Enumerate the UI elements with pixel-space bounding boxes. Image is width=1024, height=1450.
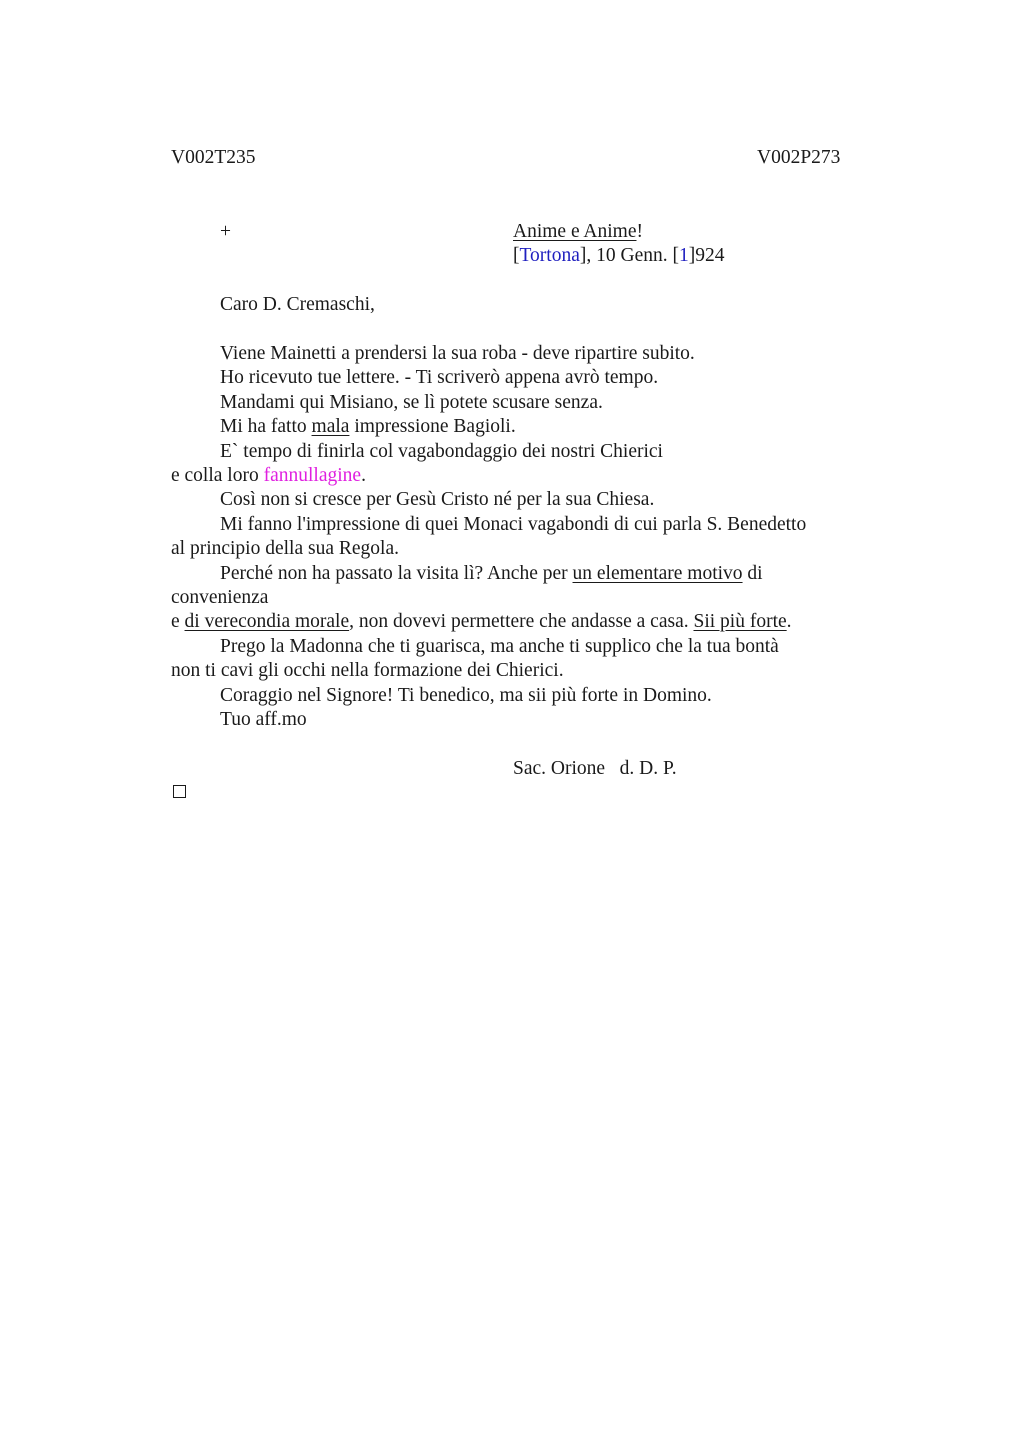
underlined-text: di verecondia morale <box>184 611 350 633</box>
year-rest: ]924 <box>688 245 725 266</box>
underlined-text: un elementare motivo <box>572 562 743 584</box>
body-line: Mi fanno l'impressione di quei Monaci vagabondi di cui parla S. Benedetto <box>220 513 807 535</box>
body-line: Così non si cresce per Gesù Cristo né per la sua Chiesa. <box>220 489 655 511</box>
body-line: Ho ricevuto tue lettere. - Ti scriverò appena avrò tempo. <box>220 367 659 389</box>
body-line: convenienza <box>171 587 269 609</box>
letter-title-text: Anime e Anime <box>513 221 637 242</box>
body-line <box>171 562 861 586</box>
letter-title-punct: ! <box>636 221 643 242</box>
text-span: impressione Bagioli. <box>349 416 516 438</box>
bracket-open: [ <box>513 245 520 266</box>
letter-title <box>513 220 643 244</box>
highlighted-text: fannullagine <box>263 465 362 487</box>
date-text: ], 10 Genn. [ <box>579 245 679 266</box>
text-span: Perché non ha passato la visita lì? Anche per <box>220 562 573 584</box>
body-line: Coraggio nel Signore! Ti benedico, ma sii più forte in Domino. <box>220 684 712 706</box>
underlined-text: Sii più forte <box>693 611 787 633</box>
end-of-text-box-icon <box>173 785 186 798</box>
body-line: E` tempo di finirla col vagabondaggio dei nostri Chierici <box>220 440 663 462</box>
letter-body <box>171 342 861 733</box>
body-line: Tuo aff.mo <box>220 709 307 731</box>
body-line <box>171 464 861 488</box>
year-digit: 1 <box>678 245 689 266</box>
underlined-text: mala <box>311 416 350 438</box>
body-line <box>171 415 861 439</box>
text-span: . <box>786 611 792 633</box>
signature: Sac. Orione d. D. P. <box>513 758 677 779</box>
body-line: al principio della sua Regola. <box>171 538 399 560</box>
body-line: Viene Mainetti a prendersi la sua roba - deve ripartire subito. <box>220 343 695 364</box>
body-line: Mandami qui Misiano, se lì potete scusare senza. <box>220 391 603 413</box>
place-name: Tortona <box>519 245 580 266</box>
text-span: di <box>742 562 763 584</box>
header-right-code: V002P273 <box>757 147 841 168</box>
body-line <box>171 610 861 634</box>
text-span: , non dovevi permettere che andasse a casa. <box>349 611 694 633</box>
body-line: Prego la Madonna che ti guarisca, ma anche ti supplico che la tua bontà <box>220 635 779 657</box>
letter-date-place <box>513 244 724 268</box>
text-span: e <box>171 611 185 633</box>
body-line: non ti cavi gli occhi nella formazione dei Chierici. <box>171 660 564 682</box>
salutation: Caro D. Cremaschi, <box>220 294 375 315</box>
text-span: Mi ha fatto <box>220 416 312 438</box>
text-span: . <box>361 465 366 487</box>
cross-mark: + <box>220 221 231 242</box>
text-span: e colla loro <box>171 465 264 487</box>
header-left-code: V002T235 <box>171 147 256 168</box>
